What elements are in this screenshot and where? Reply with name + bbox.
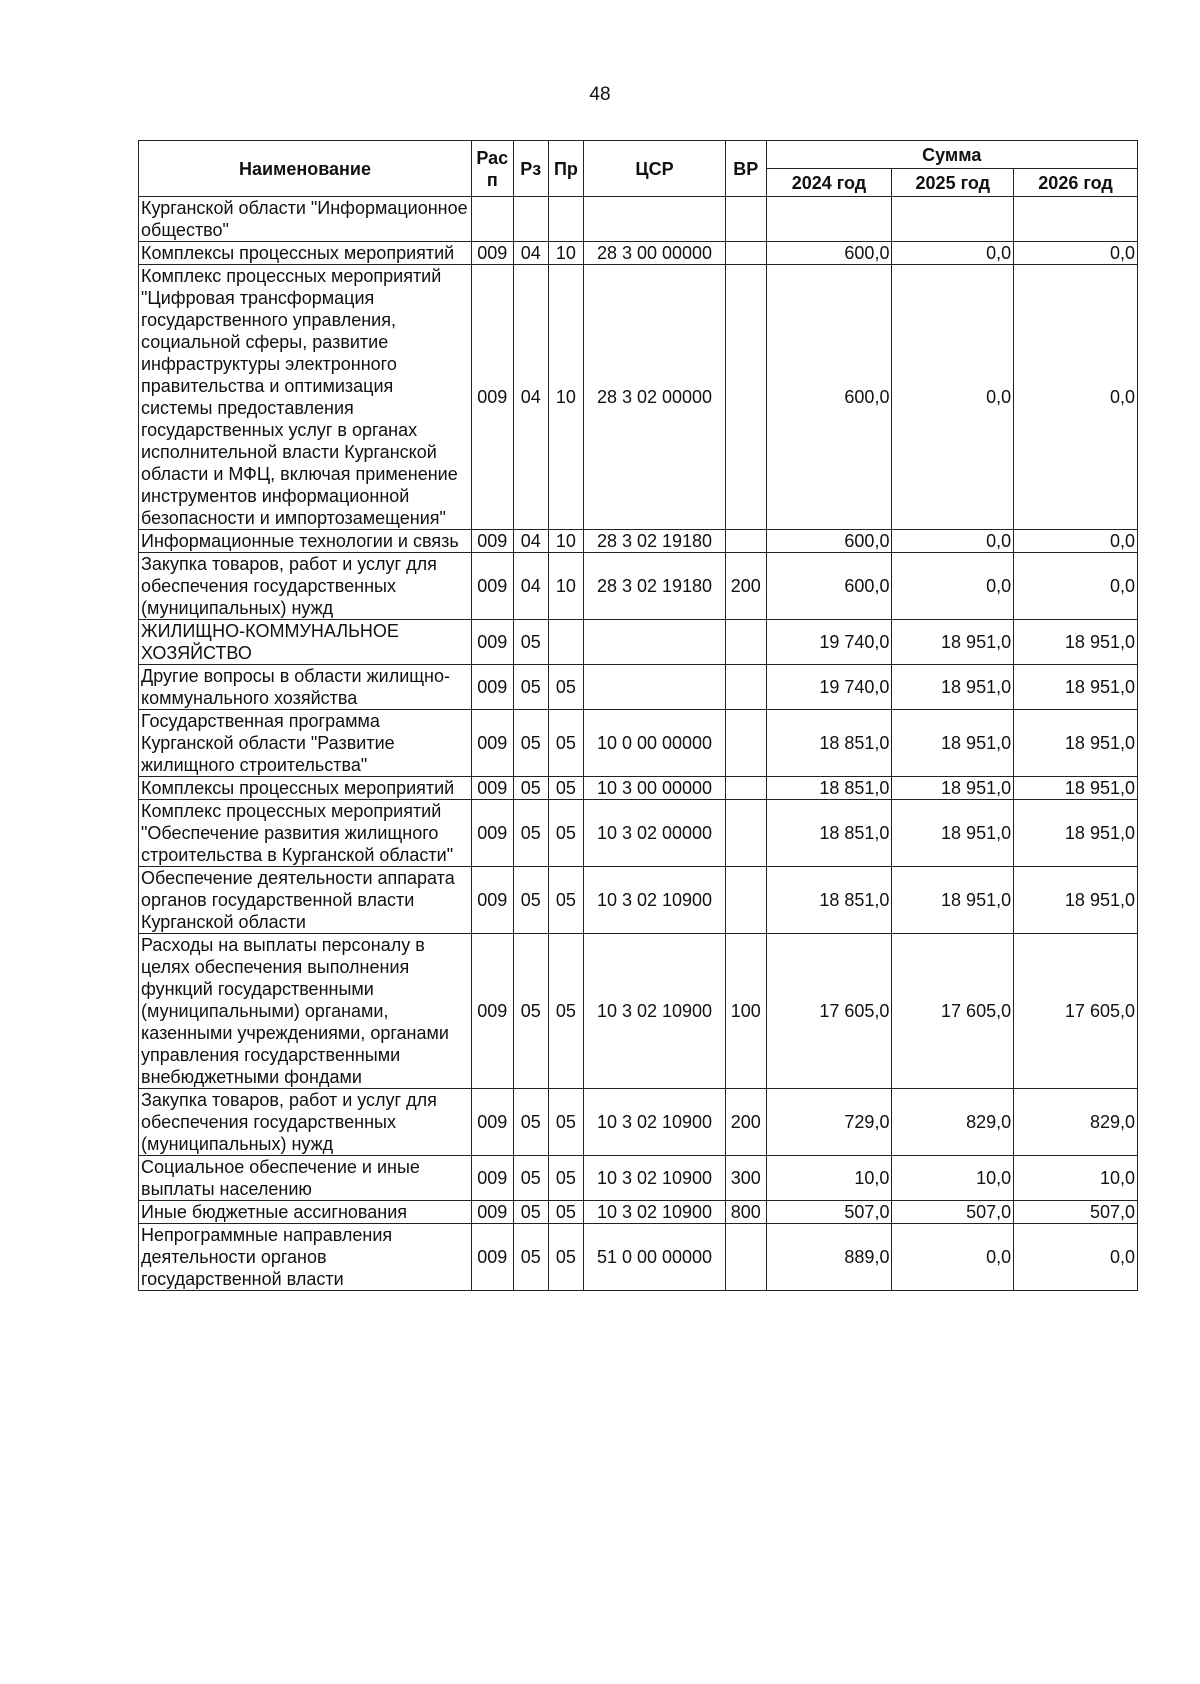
cell-rz: 04: [513, 553, 548, 620]
cell-rz: 04: [513, 265, 548, 530]
cell-2024: 889,0: [766, 1224, 892, 1291]
cell-rasp: 009: [471, 1201, 513, 1224]
cell-name: Закупка товаров, работ и услуг для обеспечения государственных (муниципальных) нужд: [139, 553, 472, 620]
cell-2025: 507,0: [892, 1201, 1014, 1224]
cell-rz: 05: [513, 867, 548, 934]
cell-csr: 28 3 00 00000: [584, 242, 726, 265]
cell-vr: [725, 777, 766, 800]
cell-2025: [892, 197, 1014, 242]
table-row: [139, 867, 1138, 934]
cell-vr: [725, 1224, 766, 1291]
cell-2026: 18 951,0: [1014, 620, 1138, 665]
cell-name: Комплекс процессных мероприятий "Цифровая трансформация государственного управления, социальной сферы, развитие инфраструктуры электронного правительства и оптимизация системы предоставления государственных услуг в органах исполнительной власти Курганской области и МФЦ, включая применение инструментов информационной безопасности и импортозамещения": [139, 265, 472, 530]
header-year-2025: 2025 год: [892, 169, 1014, 197]
cell-rz: 05: [513, 1156, 548, 1201]
cell-rz: 05: [513, 777, 548, 800]
cell-2024: 600,0: [766, 242, 892, 265]
cell-2024: 507,0: [766, 1201, 892, 1224]
cell-pr: 05: [548, 777, 583, 800]
cell-2025: 0,0: [892, 553, 1014, 620]
cell-2026: 507,0: [1014, 1201, 1138, 1224]
table-row: [139, 620, 1138, 665]
table-row: [139, 934, 1138, 1089]
cell-rasp: 009: [471, 1224, 513, 1291]
cell-vr: [725, 265, 766, 530]
cell-name: Социальное обеспечение и иные выплаты населению: [139, 1156, 472, 1201]
cell-vr: 200: [725, 553, 766, 620]
cell-csr: 10 3 02 10900: [584, 1089, 726, 1156]
cell-vr: 300: [725, 1156, 766, 1201]
cell-pr: 05: [548, 934, 583, 1089]
cell-pr: 05: [548, 867, 583, 934]
cell-vr: [725, 242, 766, 265]
cell-pr: 05: [548, 1089, 583, 1156]
cell-vr: 800: [725, 1201, 766, 1224]
cell-pr: [548, 197, 583, 242]
cell-csr: 28 3 02 19180: [584, 553, 726, 620]
cell-rasp: 009: [471, 242, 513, 265]
cell-2026: 829,0: [1014, 1089, 1138, 1156]
header-vr: ВР: [725, 141, 766, 197]
cell-2026: 0,0: [1014, 553, 1138, 620]
cell-rz: 05: [513, 800, 548, 867]
cell-2026: [1014, 197, 1138, 242]
cell-name: Иные бюджетные ассигнования: [139, 1201, 472, 1224]
cell-pr: 10: [548, 553, 583, 620]
cell-2024: 10,0: [766, 1156, 892, 1201]
header-summa: Сумма: [766, 141, 1137, 169]
cell-2025: 10,0: [892, 1156, 1014, 1201]
table-row: [139, 553, 1138, 620]
cell-vr: 100: [725, 934, 766, 1089]
cell-name: Курганской области "Информационное общество": [139, 197, 472, 242]
cell-2026: 0,0: [1014, 265, 1138, 530]
cell-2025: 18 951,0: [892, 665, 1014, 710]
header-csr: ЦСР: [584, 141, 726, 197]
cell-name: Непрограммные направления деятельности органов государственной власти: [139, 1224, 472, 1291]
header-year-2026: 2026 год: [1014, 169, 1138, 197]
cell-rz: 05: [513, 1201, 548, 1224]
cell-name: Обеспечение деятельности аппарата органов государственной власти Курганской области: [139, 867, 472, 934]
cell-pr: 10: [548, 242, 583, 265]
cell-2026: 17 605,0: [1014, 934, 1138, 1089]
cell-rz: 05: [513, 934, 548, 1089]
cell-rz: 04: [513, 242, 548, 265]
cell-csr: 10 3 02 10900: [584, 934, 726, 1089]
cell-2024: [766, 197, 892, 242]
table-row: [139, 1201, 1138, 1224]
cell-rasp: 009: [471, 710, 513, 777]
cell-pr: 05: [548, 1156, 583, 1201]
table-row: [139, 265, 1138, 530]
cell-2025: 18 951,0: [892, 620, 1014, 665]
cell-rasp: 009: [471, 530, 513, 553]
cell-pr: [548, 620, 583, 665]
header-year-2024: 2024 год: [766, 169, 892, 197]
cell-2024: 729,0: [766, 1089, 892, 1156]
cell-rasp: 009: [471, 777, 513, 800]
cell-2026: 18 951,0: [1014, 710, 1138, 777]
cell-vr: [725, 665, 766, 710]
cell-rz: 05: [513, 1089, 548, 1156]
cell-rasp: 009: [471, 1156, 513, 1201]
cell-2025: 18 951,0: [892, 867, 1014, 934]
cell-rasp: 009: [471, 800, 513, 867]
cell-name: Государственная программа Курганской области "Развитие жилищного строительства": [139, 710, 472, 777]
cell-rz: 05: [513, 665, 548, 710]
table-row: [139, 530, 1138, 553]
cell-csr: 10 0 00 00000: [584, 710, 726, 777]
cell-2025: 18 951,0: [892, 777, 1014, 800]
cell-vr: [725, 530, 766, 553]
budget-table: [138, 140, 1138, 1291]
cell-name: Информационные технологии и связь: [139, 530, 472, 553]
cell-2024: 19 740,0: [766, 665, 892, 710]
cell-2025: 18 951,0: [892, 710, 1014, 777]
table-row: [139, 710, 1138, 777]
cell-rz: 05: [513, 710, 548, 777]
header-rz: Рз: [513, 141, 548, 197]
cell-rasp: [471, 197, 513, 242]
cell-pr: 05: [548, 1201, 583, 1224]
cell-csr: 10 3 02 00000: [584, 800, 726, 867]
cell-csr: 10 3 00 00000: [584, 777, 726, 800]
header-pr: Пр: [548, 141, 583, 197]
cell-pr: 05: [548, 665, 583, 710]
cell-csr: [584, 620, 726, 665]
cell-pr: 05: [548, 710, 583, 777]
cell-csr: 51 0 00 00000: [584, 1224, 726, 1291]
cell-csr: [584, 197, 726, 242]
cell-2026: 18 951,0: [1014, 800, 1138, 867]
cell-name: Другие вопросы в области жилищно-коммунального хозяйства: [139, 665, 472, 710]
cell-vr: 200: [725, 1089, 766, 1156]
cell-2025: 829,0: [892, 1089, 1014, 1156]
table-row: [139, 197, 1138, 242]
cell-vr: [725, 620, 766, 665]
cell-csr: 28 3 02 00000: [584, 265, 726, 530]
table-row: [139, 242, 1138, 265]
cell-vr: [725, 710, 766, 777]
cell-2025: 0,0: [892, 265, 1014, 530]
cell-csr: 10 3 02 10900: [584, 1156, 726, 1201]
cell-2024: 18 851,0: [766, 867, 892, 934]
cell-2025: 0,0: [892, 1224, 1014, 1291]
table-row: [139, 1224, 1138, 1291]
cell-2026: 10,0: [1014, 1156, 1138, 1201]
cell-rasp: 009: [471, 265, 513, 530]
cell-2026: 0,0: [1014, 242, 1138, 265]
cell-csr: 10 3 02 10900: [584, 867, 726, 934]
cell-vr: [725, 867, 766, 934]
cell-name: Расходы на выплаты персоналу в целях обеспечения выполнения функций государственными (муниципальными) органами, казенными учреждениями, органами управления государственными внебюджетными фондами: [139, 934, 472, 1089]
cell-name: ЖИЛИЩНО-КОММУНАЛЬНОЕ ХОЗЯЙСТВО: [139, 620, 472, 665]
cell-csr: 28 3 02 19180: [584, 530, 726, 553]
cell-2024: 19 740,0: [766, 620, 892, 665]
cell-2025: 0,0: [892, 242, 1014, 265]
cell-name: Комплексы процессных мероприятий: [139, 242, 472, 265]
cell-pr: 05: [548, 800, 583, 867]
table-row: [139, 777, 1138, 800]
cell-vr: [725, 197, 766, 242]
cell-2026: 0,0: [1014, 530, 1138, 553]
cell-pr: 05: [548, 1224, 583, 1291]
cell-2026: 18 951,0: [1014, 867, 1138, 934]
page-number: 48: [589, 84, 611, 105]
cell-rasp: 009: [471, 665, 513, 710]
cell-rz: 05: [513, 620, 548, 665]
cell-rz: 05: [513, 1224, 548, 1291]
table-row: [139, 1156, 1138, 1201]
cell-rz: [513, 197, 548, 242]
table-row: [139, 665, 1138, 710]
cell-csr: 10 3 02 10900: [584, 1201, 726, 1224]
cell-2024: 600,0: [766, 553, 892, 620]
cell-2026: 18 951,0: [1014, 777, 1138, 800]
cell-2024: 600,0: [766, 265, 892, 530]
cell-2026: 0,0: [1014, 1224, 1138, 1291]
table-body: [139, 197, 1138, 1291]
cell-2024: 18 851,0: [766, 777, 892, 800]
cell-csr: [584, 665, 726, 710]
table-row: [139, 800, 1138, 867]
cell-pr: 10: [548, 530, 583, 553]
header-name: Наименование: [139, 141, 472, 197]
cell-2025: 17 605,0: [892, 934, 1014, 1089]
cell-2024: 17 605,0: [766, 934, 892, 1089]
cell-vr: [725, 800, 766, 867]
cell-2025: 0,0: [892, 530, 1014, 553]
cell-rasp: 009: [471, 934, 513, 1089]
cell-name: Закупка товаров, работ и услуг для обеспечения государственных (муниципальных) нужд: [139, 1089, 472, 1156]
cell-name: Комплекс процессных мероприятий "Обеспечение развития жилищного строительства в Курганской области": [139, 800, 472, 867]
cell-2024: 600,0: [766, 530, 892, 553]
cell-2024: 18 851,0: [766, 710, 892, 777]
cell-pr: 10: [548, 265, 583, 530]
cell-rasp: 009: [471, 867, 513, 934]
table-row: [139, 1089, 1138, 1156]
cell-rasp: 009: [471, 620, 513, 665]
cell-rasp: 009: [471, 553, 513, 620]
cell-2026: 18 951,0: [1014, 665, 1138, 710]
cell-2025: 18 951,0: [892, 800, 1014, 867]
cell-name: Комплексы процессных мероприятий: [139, 777, 472, 800]
cell-rasp: 009: [471, 1089, 513, 1156]
header-rasp: Рас п: [471, 141, 513, 197]
cell-rz: 04: [513, 530, 548, 553]
cell-2024: 18 851,0: [766, 800, 892, 867]
